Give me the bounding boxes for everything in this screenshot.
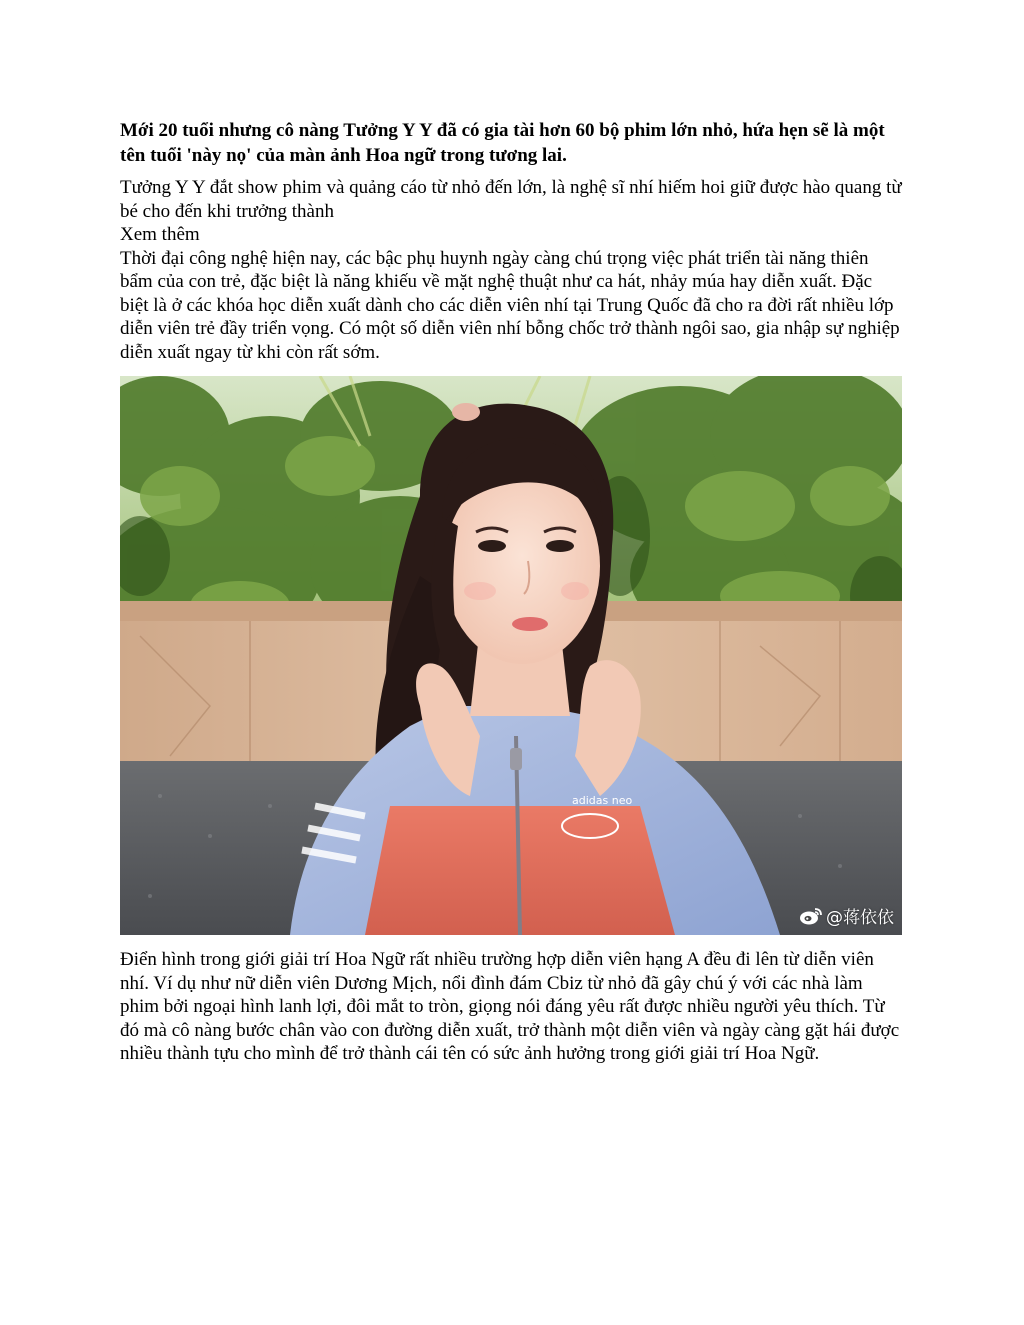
photo-watermark bbox=[799, 903, 894, 928]
weibo-icon bbox=[799, 906, 823, 926]
article-photo bbox=[120, 376, 902, 935]
article-paragraph-1: Thời đại công nghệ hiện nay, các bậc phụ huynh ngày càng chú trọng việc phát triển tài năng thiên bẩm của con trẻ, đặc biệt là năng khiếu về mặt nghệ thuật như ca hát, nhảy múa hay diễn xuất. Đặc biệt là ở các khóa học diễn xuất dành cho các diễn viên nhí tại Trung Quốc đã cho ra đời rất nhiều lớp diễn viên trẻ đầy triển vọng. Có một số diễn viên nhí bỗng chốc trở thành ngôi sao, gia nhập sự nghiệp diễn xuất ngay từ khi còn rất sớm. bbox=[120, 247, 900, 363]
article-paragraph-2: Điển hình trong giới giải trí Hoa Ngữ rất nhiều trường hợp diễn viên hạng A đều đi lên từ diễn viên nhí. Ví dụ như nữ diễn viên Dương Mịch, nổi đình đám Cbiz từ nhỏ đã gây chú ý với các nhà làm phim bởi ngoại hình lanh lợi, đôi mắt to tròn, giọng nói đáng yêu rất được nhiều người yêu thích. Từ đó mà cô nàng bước chân vào con đường diễn xuất, trở thành một diễn viên và ngày càng gặt hái được nhiều thành tựu cho mình để trở thành cái tên có sức ảnh hưởng trong giới giải trí Hoa Ngữ. bbox=[120, 949, 900, 1064]
document-page bbox=[120, 118, 902, 1066]
article-headline: Mới 20 tuổi nhưng cô nàng Tưởng Y Y đã có gia tài hơn 60 bộ phim lớn nhỏ, hứa hẹn sẽ là một tên tuổi 'này nọ' của màn ảnh Hoa ngữ trong tương lai. bbox=[120, 120, 885, 166]
see-more-link[interactable]: Xem thêm bbox=[120, 224, 200, 245]
photo-illustration bbox=[120, 376, 902, 935]
jacket-brand-text: adidas neo bbox=[572, 794, 633, 807]
watermark-text: @蒋依依 bbox=[826, 908, 894, 928]
article-lead: Tưởng Y Y đắt show phim và quảng cáo từ nhỏ đến lớn, là nghệ sĩ nhí hiếm hoi giữ được hào quang từ bé cho đến khi trưởng thành bbox=[120, 177, 902, 222]
